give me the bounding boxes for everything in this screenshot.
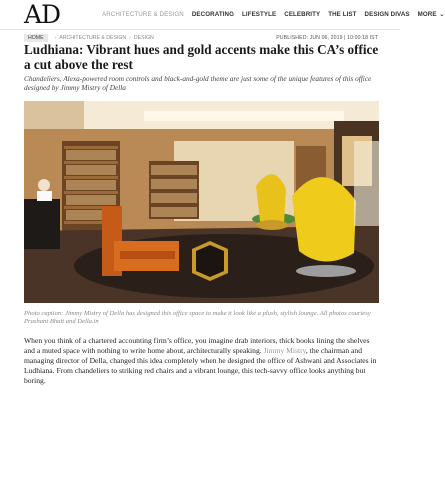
breadcrumb-home[interactable]: HOME [24,34,48,42]
article-title: Ludhiana: Vibrant hues and gold accents make this CA’s office a cut above the rest [24,42,379,72]
article-body [24,336,380,386]
chevron-down-icon: ⌄ [437,12,445,18]
nav-item-more[interactable] [418,11,445,18]
body-text-part: When you think of a chartered accounting firm’s office, you imagine drab interiors, thick books lining the shelves and a muted space with nothing to write home about, architecturally speaking. [24,336,370,355]
jimmy-mistry-link[interactable]: Jimmy Mistry [263,346,306,355]
nav-item-celebrity[interactable]: CELEBRITY [284,11,321,18]
nav-item-architecture-design[interactable]: ARCHITECTURE & DESIGN [102,11,184,18]
top-bar [0,0,445,30]
nav-more-label: MORE [417,11,437,18]
nav-item-the-list[interactable]: THE LIST [328,11,357,18]
breadcrumb-section[interactable]: ARCHITECTURE & DESIGN [59,35,127,41]
nav-item-lifestyle[interactable]: LIFESTYLE [242,11,277,18]
nav-item-design-divas[interactable]: DESIGN DIVAS [364,11,410,18]
article-subtitle: Chandeliers, Alexa-powered room controls and black-and-gold theme are just some of the unique features of this office designed by Jimmy Mistry of Della [24,74,372,92]
office-lounge-photo [24,101,379,303]
body-text-part: , the chairman and managing director of Della, changed this idea completely when he designed the office of Ashwani and Associates in Ludhiana. From chandeliers to striking red chairs and a vibrant lounge, this tech-savvy office looks anything but boring. [24,346,377,385]
breadcrumb-separator: › [54,35,57,41]
site-logo[interactable]: AD [24,0,61,29]
published-date: PUBLISHED: JUN 06, 2019 | 10:00:18 IST [276,35,378,41]
breadcrumb [24,34,154,42]
breadcrumb-separator: › [129,35,131,41]
breadcrumb-subsection[interactable]: DESIGN [133,35,154,41]
main-nav [102,11,445,18]
photo-caption: Photo caption: Jimmy Mistry of Della has designed this office space to make it look like a plush, stylish lounge. All photos courtesy Prashant Bhatt and Della.in [24,310,371,325]
nav-item-decorating[interactable]: DECORATING [191,11,234,18]
hero-image [24,101,379,303]
